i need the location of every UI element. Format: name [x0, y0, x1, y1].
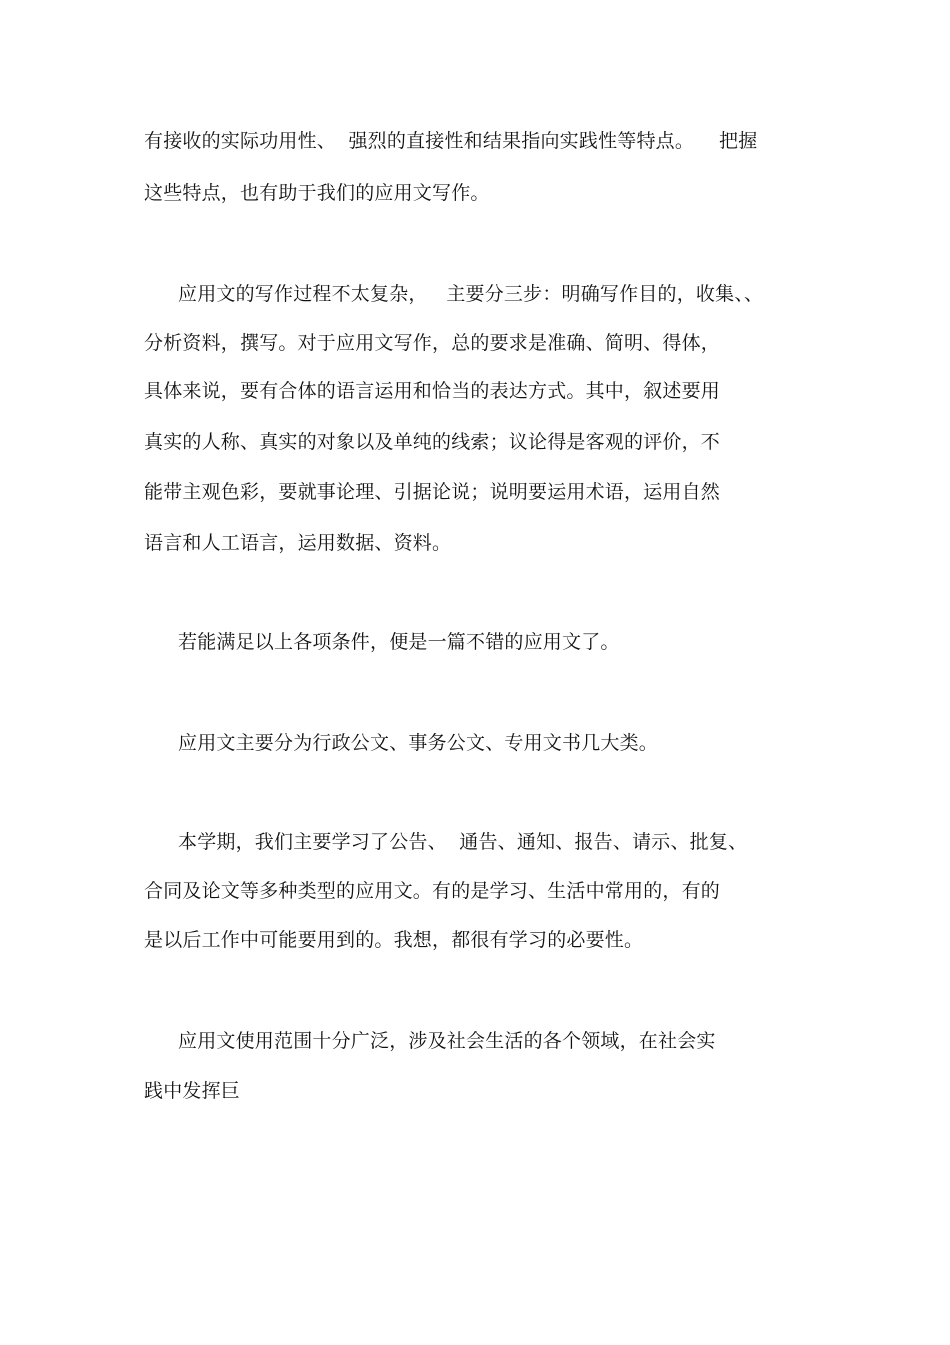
- paragraph-1-line-2: 这些特点，也有助于我们的应用文写作。: [144, 182, 490, 204]
- paragraph-5-line-2: 合同及论文等多种类型的应用文。有的是学习、生活中常用的，有的: [144, 880, 721, 902]
- paragraph-1-line-1: 有接收的实际功用性、 强烈的直接性和结果指向实践性等特点。 把握: [144, 130, 758, 152]
- paragraph-2-line-1: 应用文的写作过程不太复杂， 主要分三步：明确写作目的，收集、、: [178, 283, 764, 305]
- paragraph-6-line-1: 应用文使用范围十分广泛，涉及社会生活的各个领域，在社会实: [178, 1030, 716, 1052]
- paragraph-5-line-3: 是以后工作中可能要用到的。我想，都很有学习的必要性。: [144, 929, 644, 951]
- paragraph-2-line-2: 分析资料，撰写。对于应用文写作，总的要求是准确、简明、得体，: [144, 332, 721, 354]
- paragraph-4-line-1: 应用文主要分为行政公文、事务公文、专用文书几大类。: [178, 732, 659, 754]
- paragraph-2-line-6: 语言和人工语言，运用数据、资料。: [144, 532, 452, 554]
- paragraph-2-line-4: 真实的人称、真实的对象以及单纯的线索；议论得是客观的评价，不: [144, 431, 721, 453]
- paragraph-3-line-1: 若能满足以上各项条件，便是一篇不错的应用文了。: [178, 631, 620, 653]
- paragraph-6-line-2: 践中发挥巨: [144, 1080, 241, 1102]
- paragraph-2-line-5: 能带主观色彩，要就事论理、引据论说；说明要运用术语，运用自然: [144, 481, 721, 503]
- paragraph-2-line-3: 具体来说，要有合体的语言运用和恰当的表达方式。其中，叙述要用: [144, 380, 721, 402]
- paragraph-5-line-1: 本学期，我们主要学习了公告、 通告、通知、报告、请示、批复、: [178, 831, 748, 853]
